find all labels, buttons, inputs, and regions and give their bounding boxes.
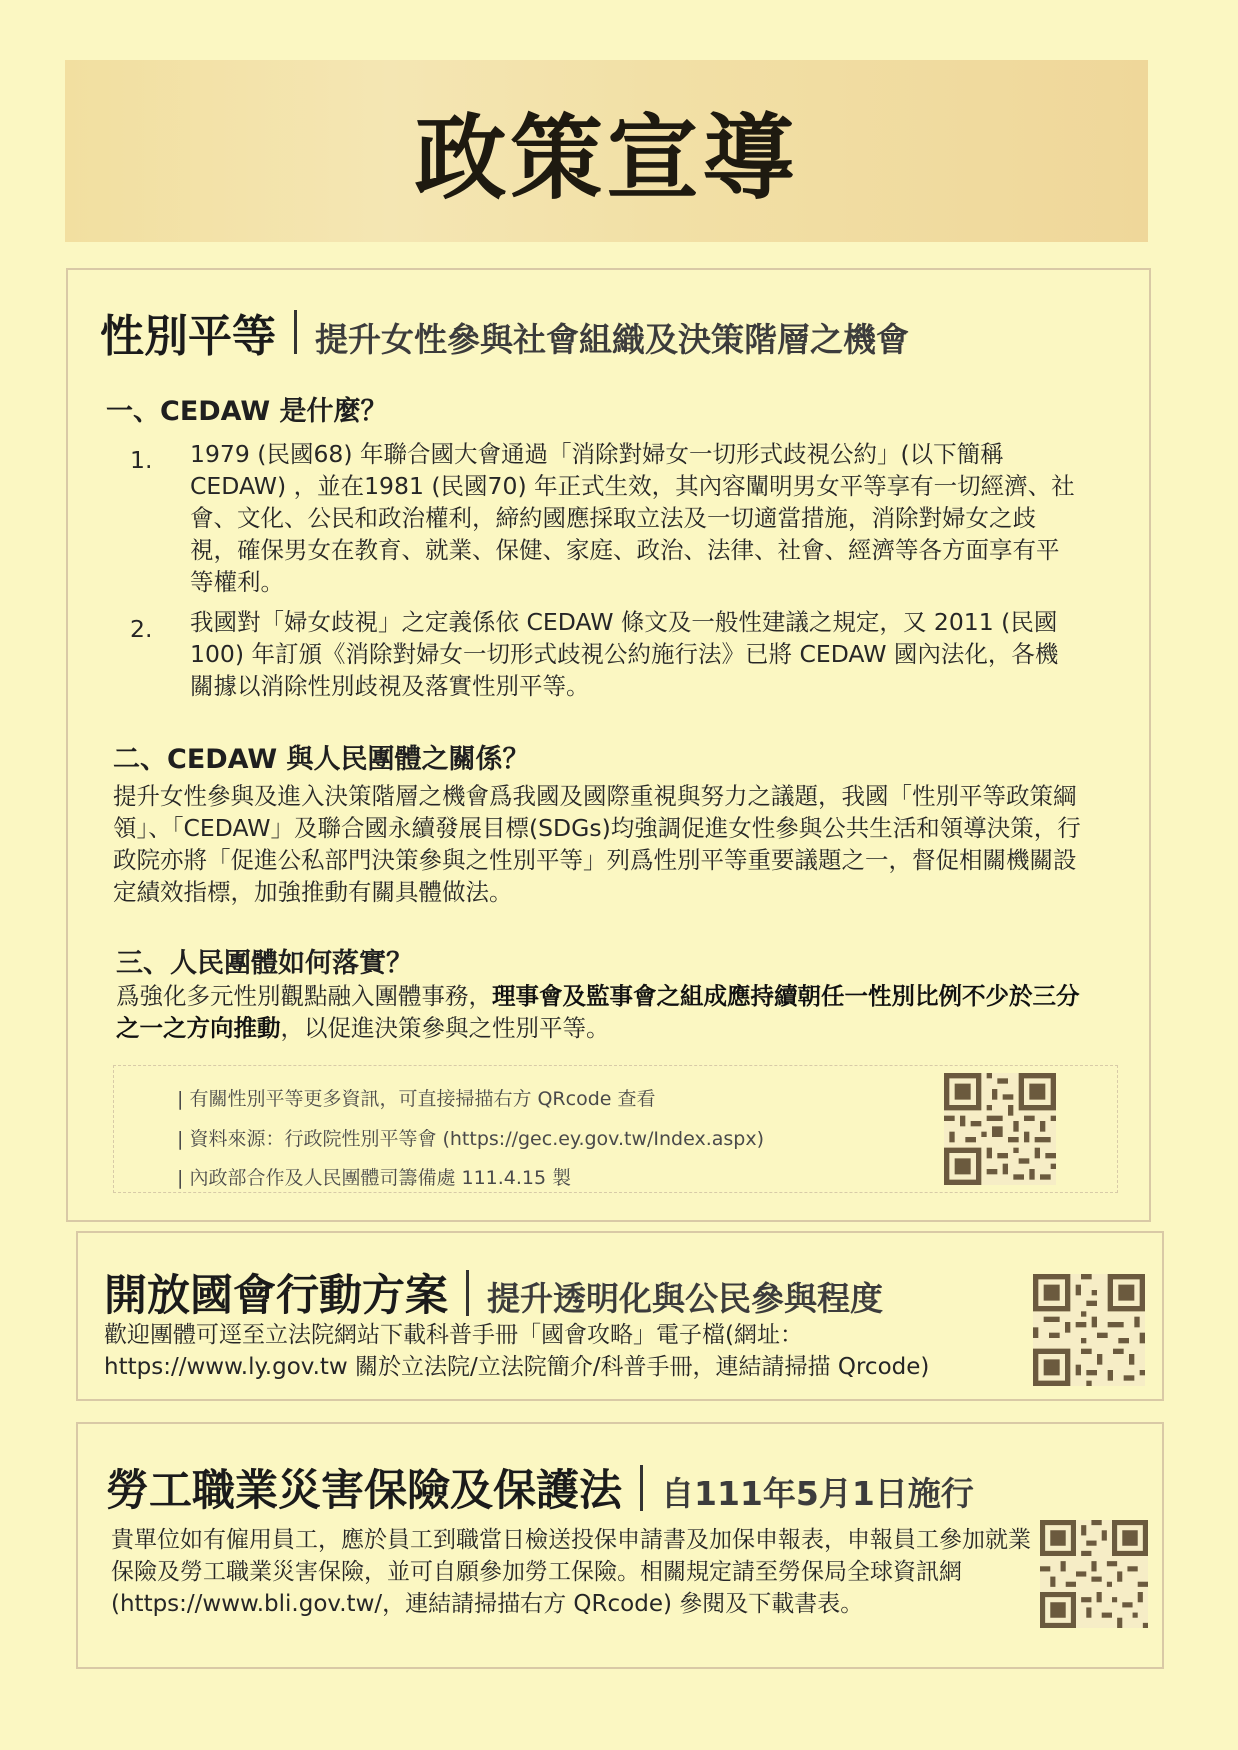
implementation-text-start: 爲強化多元性別觀點融入團體事務， [116, 982, 492, 1010]
gender-equality-qrcode-icon[interactable] [944, 1073, 1056, 1185]
section-cedaw-title: 一、CEDAW 是什麼？ [106, 396, 388, 427]
item-number: 1. [130, 446, 153, 474]
item-number: 2. [130, 615, 153, 643]
open-parliament-subheading: 提升透明化與公民參與程度 [487, 1279, 883, 1318]
header-divider [466, 1270, 469, 1316]
gender-equality-header [100, 300, 909, 364]
info-maker-line: | 內政部合作及人民團體司籌備處 111.4.15 製 [177, 1167, 572, 1189]
cedaw-item-1-text: 1979 (民國68) 年聯合國大會通過「消除對婦女一切形式歧視公約」(以下簡稱 CEDAW) ，並在1981 (民國70) 年正式生效，其內容闡明男女平等享有一切經濟、社會、文化、公民和政治權利，締約國應採取立法及一切適當措施，消除對婦女之歧視，確保男女在教育、就業、保健、家庭、政治、法律、社會、經濟等各方面享有平等權利。 [190, 440, 1075, 596]
implementation-text-emphasis: 理事會及監事會之組成應持續朝任一性別比例不少於三分之一之方向推動 [116, 982, 1080, 1042]
open-parliament-heading: 開放國會行動方案 [104, 1271, 448, 1321]
gender-equality-heading: 性別平等 [100, 311, 276, 362]
gender-equality-subheading: 提升女性參與社會組織及決策階層之機會 [315, 320, 909, 359]
labor-insurance-text: 貴單位如有僱用員工，應於員工到職當日檢送投保申請書及加保申報表，申報員工參加就業保險及勞工職業災害保險，並可自願參加勞工保險。相關規定請至勞保局全球資訊網 (https://www.bli.gov.tw/，連結請掃描右方 QRcode) 參閱及下載書表。 [111, 1527, 1031, 1617]
labor-insurance-heading: 勞工職業災害保險及保護法 [106, 1466, 622, 1516]
cedaw-item-2-text: 我國對「婦女歧視」之定義係依 CEDAW 條文及一般性建議之規定，又 2011 (民國100) 年訂頒《消除對婦女一切形式歧視公約施行法》已將 CEDAW 國內法化，各機關據以消除性別歧視及落實性別平等。 [190, 608, 1059, 700]
implementation-text-end: ，以促進決策參與之性別平等。 [280, 1014, 610, 1042]
title-banner [65, 60, 1148, 242]
open-parliament-header [104, 1262, 883, 1323]
info-source-line: | 資料來源：行政院性別平等會 (https://gec.ey.gov.tw/Index.aspx) [177, 1128, 764, 1150]
page-title: 政策宣導 [414, 105, 799, 212]
open-parliament-qrcode-icon[interactable] [1033, 1274, 1145, 1386]
section-relation-text: 提升女性參與及進入決策階層之機會爲我國及國際重視與努力之議題，我國「性別平等政策綱領」、「CEDAW」及聯合國永續發展目標(SDGs)均強調促進女性參與公共生活和領導決策，行政院亦將「促進公私部門決策參與之性別平等」列爲性別平等重要議題之一，督促相關機關設定績效指標，加強推動有關具體做法。 [113, 782, 1081, 906]
section-implementation-text [116, 980, 1086, 1044]
header-divider [640, 1465, 643, 1511]
header-divider [294, 310, 297, 354]
open-parliament-text: 歡迎團體可逕至立法院網站下載科普手冊「國會攻略」電子檔(網址：https://www.ly.gov.tw 關於立法院/立法院簡介/科普手冊，連結請掃描 Qrcode) [104, 1322, 930, 1380]
section-relation-title: 二、CEDAW 與人民團體之關係？ [113, 744, 530, 775]
labor-insurance-qrcode-icon[interactable] [1040, 1520, 1148, 1628]
section-implementation-title: 三、人民團體如何落實？ [116, 948, 413, 979]
labor-insurance-subheading: 自111年5月1日施行 [661, 1474, 974, 1513]
labor-insurance-header [106, 1457, 974, 1518]
info-more-line: | 有關性別平等更多資訊，可直接掃描右方 QRcode 查看 [177, 1088, 656, 1110]
